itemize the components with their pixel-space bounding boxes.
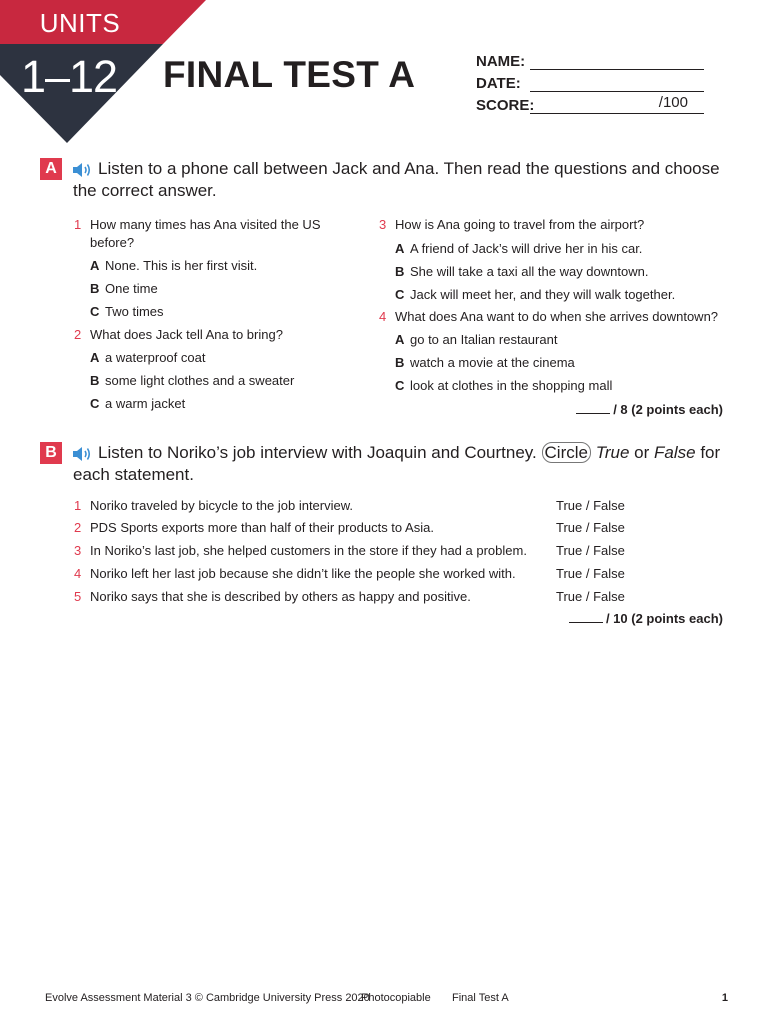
or-word: or — [634, 443, 650, 462]
option-2c[interactable] — [90, 395, 330, 413]
question-3 — [379, 216, 719, 234]
true-false-choice[interactable]: True / False — [556, 566, 625, 581]
statement-text: Noriko traveled by bicycle to the job interview. — [90, 498, 354, 513]
section-b-instruction-line2: each statement. — [73, 465, 194, 484]
option-text: look at clothes in the shopping mall — [410, 378, 613, 393]
option-text: a waterproof coat — [105, 350, 206, 365]
date-line — [530, 91, 704, 92]
option-letter: A — [395, 241, 405, 256]
option-3a[interactable] — [395, 240, 715, 258]
option-text: watch a movie at the cinema — [410, 355, 575, 370]
option-1b[interactable] — [90, 280, 330, 298]
option-text: a warm jacket — [105, 396, 186, 411]
option-2b[interactable] — [90, 372, 330, 390]
option-letter: A — [90, 350, 100, 365]
question-number: 1 — [74, 217, 82, 232]
option-text: go to an Italian restaurant — [410, 332, 558, 347]
statement-5 — [74, 588, 634, 606]
option-3c[interactable] — [395, 286, 715, 304]
section-a-badge: A — [40, 158, 62, 180]
question-text: What does Jack tell Ana to bring? — [90, 327, 283, 342]
section-b-instruction-line1 — [98, 442, 720, 464]
true-false-choice[interactable]: True / False — [556, 498, 625, 513]
statement-4 — [74, 565, 634, 583]
true-false-choice[interactable]: True / False — [556, 543, 625, 558]
option-letter: C — [90, 304, 100, 319]
speaker-icon[interactable] — [72, 161, 92, 179]
statement-1 — [74, 497, 634, 515]
section-b-score-text: / 10 (2 points each) — [605, 611, 723, 626]
false-word: False — [654, 443, 696, 462]
question-1 — [74, 216, 334, 252]
true-false-choice[interactable]: True / False — [556, 589, 625, 604]
option-letter: C — [395, 287, 405, 302]
statement-number: 2 — [74, 520, 82, 535]
page-title: FINAL TEST A — [163, 54, 416, 95]
option-letter: B — [90, 281, 100, 296]
score-label: SCORE: — [476, 97, 535, 114]
option-letter: C — [395, 378, 405, 393]
score-blank[interactable] — [576, 413, 610, 414]
option-4c[interactable] — [395, 377, 715, 395]
name-field[interactable] — [476, 52, 706, 74]
option-text: Jack will meet her, and they will walk together. — [410, 287, 676, 302]
question-text: How is Ana going to travel from the airport? — [395, 217, 645, 232]
question-text-cont: before? — [90, 235, 135, 250]
units-range: 1–12 — [20, 51, 118, 102]
footer-test-name: Final Test A — [452, 992, 509, 1004]
statement-text: PDS Sports exports more than half of their products to Asia. — [90, 520, 434, 535]
footer-publisher: Evolve Assessment Material 3 © Cambridge University Press 2020 — [45, 992, 370, 1004]
option-text: some light clothes and a sweater — [105, 373, 295, 388]
statement-2 — [74, 519, 634, 537]
instruction-text: Listen to Noriko’s job interview with Joaquin and Courtney. — [98, 443, 537, 462]
score-blank[interactable] — [569, 622, 603, 623]
score-total: /100 — [658, 94, 688, 111]
name-line — [530, 69, 704, 70]
option-text: A friend of Jack’s will drive her in his car. — [410, 241, 643, 256]
true-word: True — [595, 443, 630, 462]
statement-number: 4 — [74, 566, 82, 581]
question-text: What does Ana want to do when she arrives downtown? — [395, 309, 719, 324]
question-number: 3 — [379, 217, 387, 232]
option-letter: B — [395, 355, 405, 370]
name-label: NAME: — [476, 53, 526, 70]
option-letter: A — [395, 332, 405, 347]
section-b-badge: B — [40, 442, 62, 464]
option-4a[interactable] — [395, 331, 715, 349]
true-false-choice[interactable]: True / False — [556, 520, 625, 535]
option-1a[interactable] — [90, 257, 330, 275]
question-number: 2 — [74, 327, 82, 342]
section-a-score-text: / 8 (2 points each) — [613, 402, 723, 417]
option-letter: B — [395, 264, 405, 279]
statement-number: 5 — [74, 589, 82, 604]
option-text: None. This is her first visit. — [105, 258, 258, 273]
speaker-icon[interactable] — [72, 445, 92, 463]
page-number: 1 — [721, 992, 728, 1004]
option-letter: A — [90, 258, 100, 273]
option-4b[interactable] — [395, 354, 715, 372]
units-label: UNITS — [39, 8, 121, 38]
statement-text: Noriko says that she is described by others as happy and positive. — [90, 589, 471, 604]
option-letter: B — [90, 373, 100, 388]
section-a-instruction-line1: Listen to a phone call between Jack and Ana. Then read the questions and choose — [98, 159, 720, 178]
circle-word: Circle — [542, 442, 591, 463]
statement-text: In Noriko’s last job, she helped customers in the store if they had a problem. — [90, 543, 527, 558]
statement-number: 3 — [74, 543, 82, 558]
footer-photocopiable: Photocopiable — [361, 992, 431, 1004]
statement-3 — [74, 542, 634, 560]
for-word: for — [700, 443, 721, 462]
question-4 — [379, 308, 724, 326]
option-text: Two times — [105, 304, 164, 319]
option-2a[interactable] — [90, 349, 330, 367]
score-field[interactable] — [476, 96, 706, 118]
option-letter: C — [90, 396, 100, 411]
question-text: How many times has Ana visited the US — [90, 217, 321, 232]
date-label: DATE: — [476, 75, 521, 92]
statement-number: 1 — [74, 498, 82, 513]
option-1c[interactable] — [90, 303, 330, 321]
statement-text: Noriko left her last job because she didn’t like the people she worked with. — [90, 566, 516, 581]
option-3b[interactable] — [395, 263, 715, 281]
score-line — [530, 113, 704, 114]
section-b-score — [503, 610, 723, 628]
section-a-score — [523, 401, 723, 419]
question-number: 4 — [379, 309, 387, 324]
option-text: She will take a taxi all the way downtown. — [410, 264, 649, 279]
option-text: One time — [105, 281, 158, 296]
section-a-instruction-line2: the correct answer. — [73, 181, 217, 200]
question-2 — [74, 326, 334, 344]
